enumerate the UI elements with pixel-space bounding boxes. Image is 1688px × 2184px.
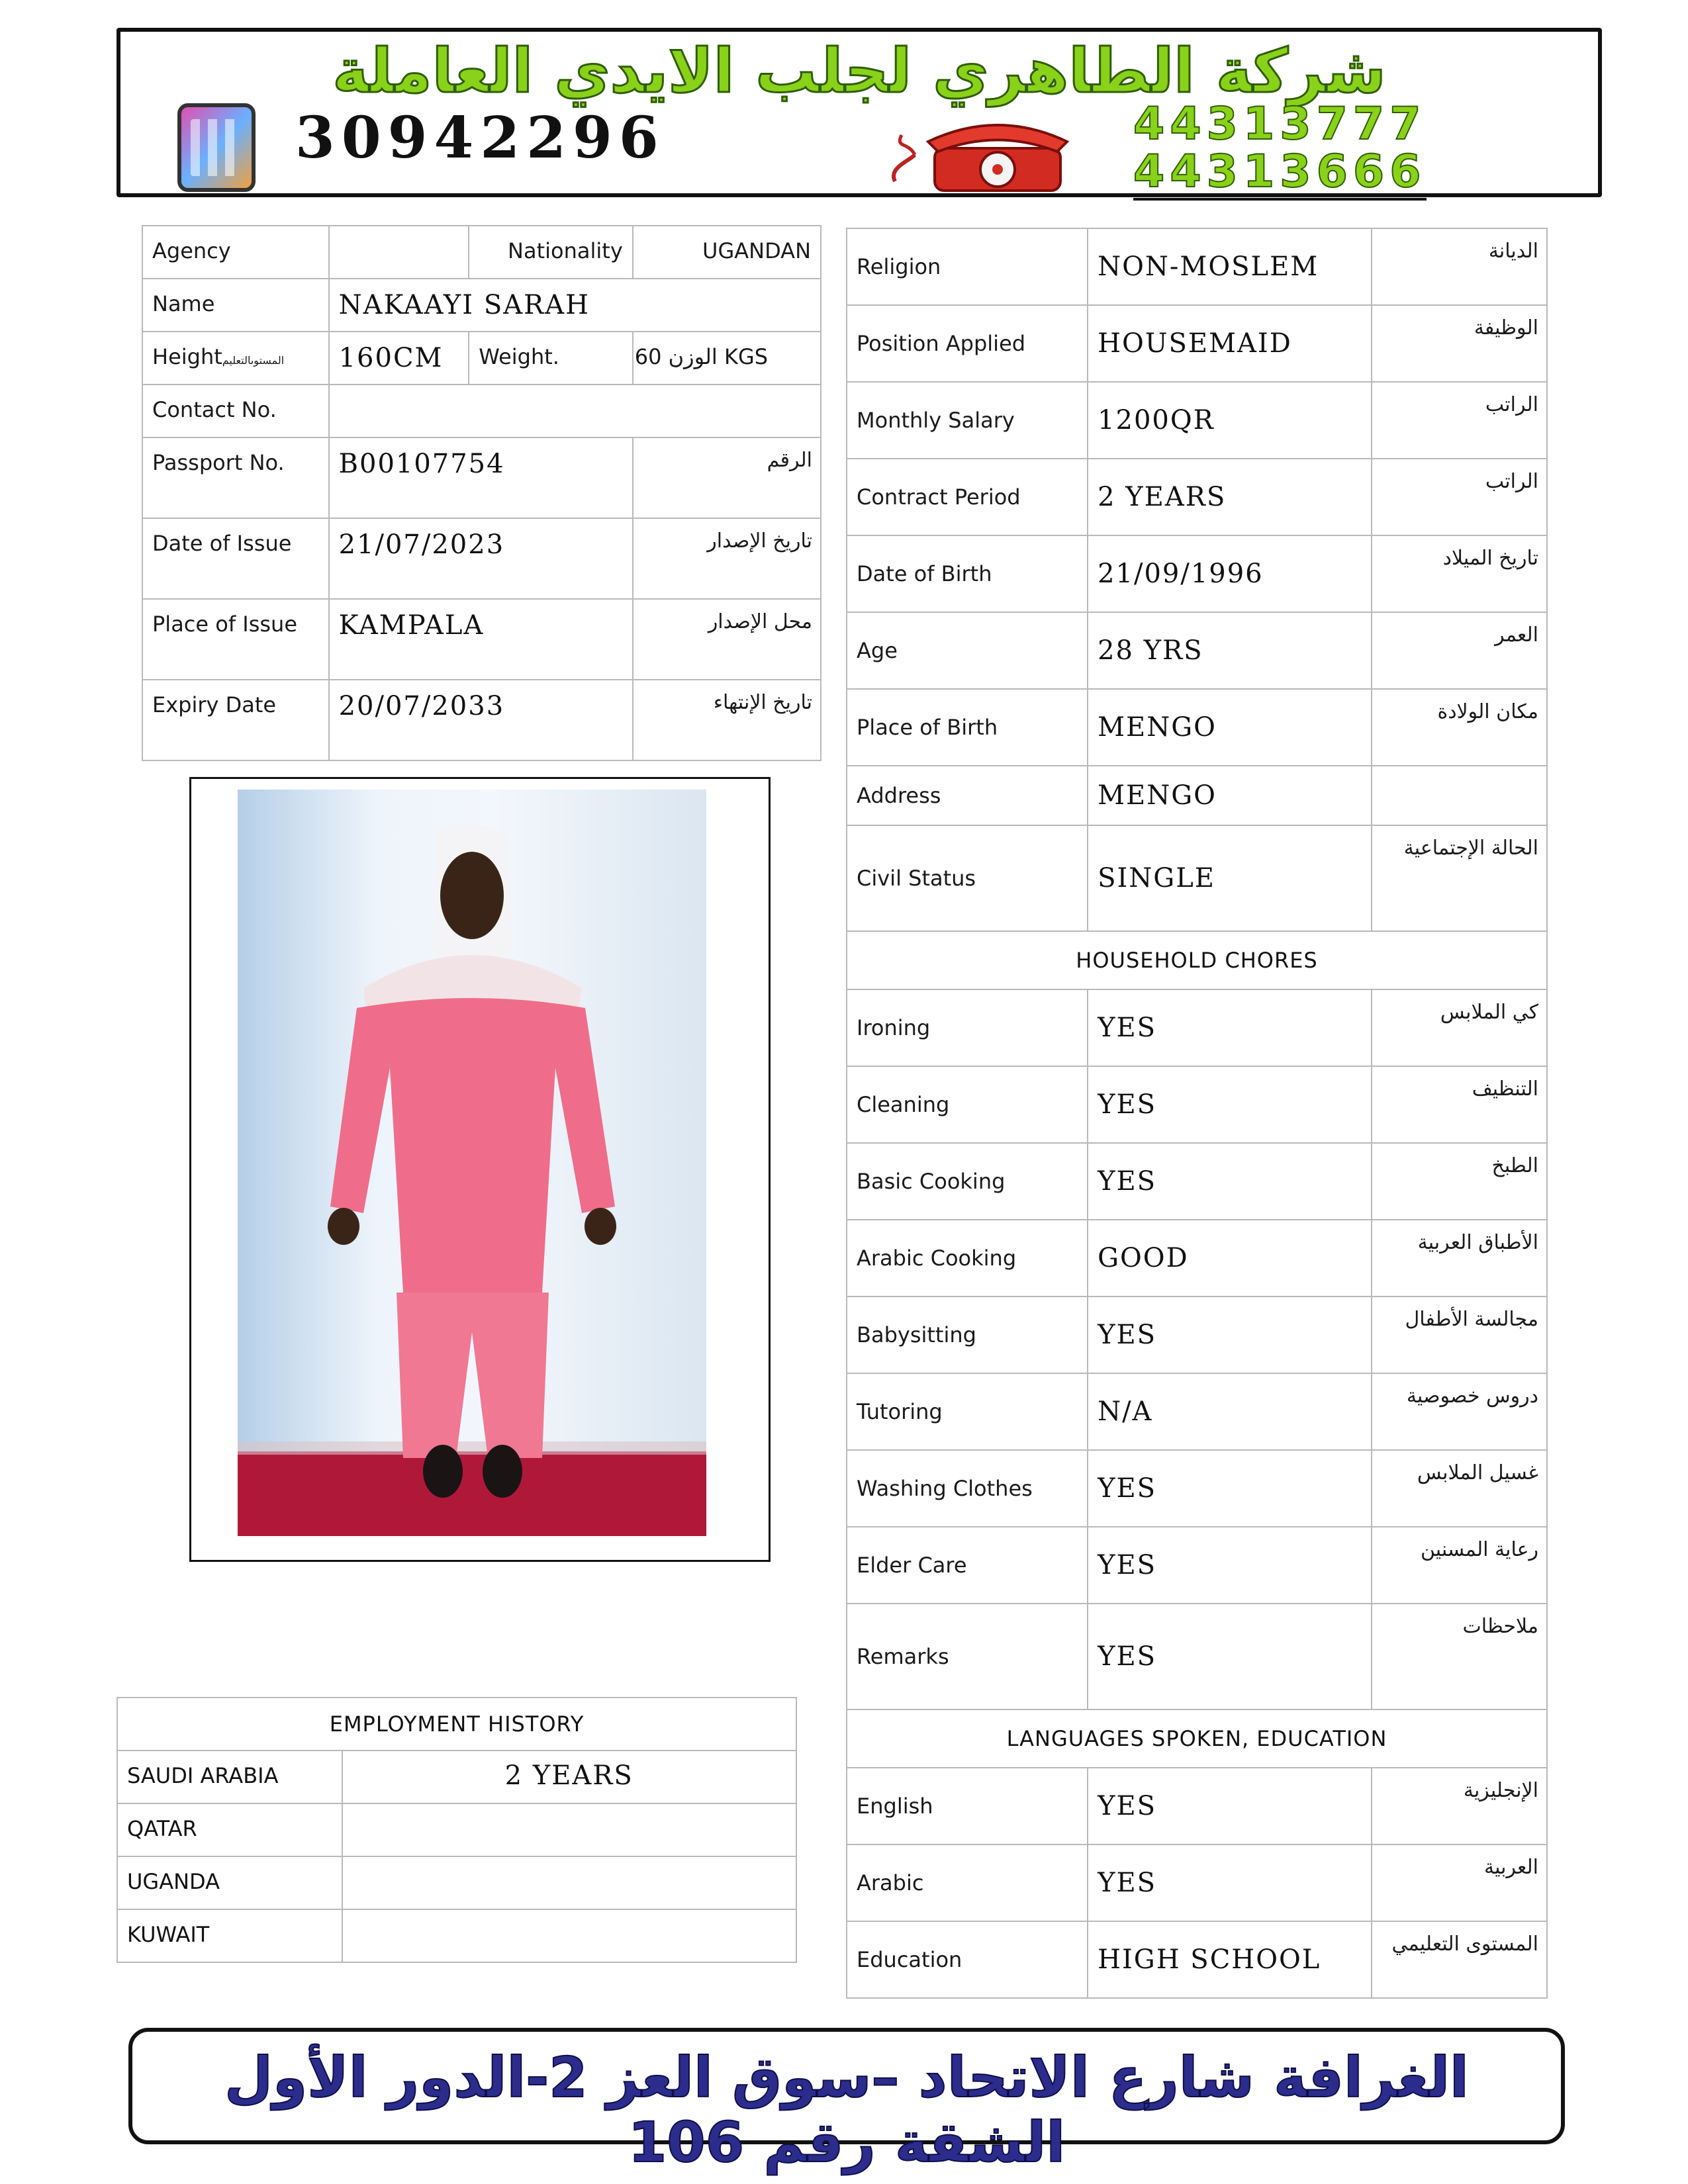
- row-ar: مكان الولادة: [1372, 689, 1547, 766]
- row-label: Religion: [847, 228, 1088, 305]
- name-label: Name: [142, 279, 329, 332]
- mobile-number: 30942296: [295, 105, 665, 171]
- row-label: Washing Clothes: [847, 1450, 1088, 1527]
- agency-value: [329, 226, 469, 279]
- row-label: Age: [847, 612, 1088, 689]
- row-label: Education: [847, 1921, 1088, 1998]
- row-label: Basic Cooking: [847, 1143, 1088, 1220]
- row-label: Contract Period: [847, 459, 1088, 535]
- row-value: YES: [1088, 1844, 1372, 1921]
- row-label: Cleaning: [847, 1066, 1088, 1143]
- office-address: الغرافة شارع الاتحاد –سوق العز 2-الدور الأول الشقة رقم 106: [224, 2045, 1469, 2175]
- issue-date-label: Date of Issue: [142, 518, 329, 599]
- languages-education-header: LANGUAGES SPOKEN, EDUCATION: [847, 1709, 1547, 1768]
- row-label: Elder Care: [847, 1527, 1088, 1604]
- employment-country: KUWAIT: [117, 1909, 342, 1962]
- issue-place-value: KAMPALA: [329, 599, 633, 680]
- passport-value: B00107754: [329, 437, 633, 518]
- row-ar: الحالة الإجتماعية: [1372, 825, 1547, 931]
- contact-label: Contact No.: [142, 385, 329, 437]
- contact-value: [329, 385, 821, 437]
- row-label: Arabic Cooking: [847, 1220, 1088, 1297]
- height-label: Height: [152, 344, 222, 369]
- smartphone-icon: [177, 103, 256, 192]
- row-value: YES: [1088, 1527, 1372, 1604]
- row-ar: تاريخ الميلاد: [1372, 535, 1547, 612]
- row-value: SINGLE: [1088, 825, 1372, 931]
- row-ar: الإنجليزية: [1372, 1768, 1547, 1844]
- nationality-value: UGANDAN: [633, 226, 821, 279]
- row-value: GOOD: [1088, 1220, 1372, 1297]
- issue-place-arabic-label: محل الإصدار: [633, 599, 821, 680]
- weight-value: 60 الوزن KGS: [633, 332, 821, 385]
- row-ar: الطبخ: [1372, 1143, 1547, 1220]
- row-ar: الأطباق العربية: [1372, 1220, 1547, 1297]
- row-value: MENGO: [1088, 689, 1372, 766]
- issue-date-arabic-label: تاريخ الإصدار: [633, 518, 821, 599]
- row-ar: دروس خصوصية: [1372, 1373, 1547, 1450]
- household-chores-header: HOUSEHOLD CHORES: [847, 931, 1547, 989]
- row-ar: العربية: [1372, 1844, 1547, 1921]
- row-ar: الراتب: [1372, 459, 1547, 535]
- height-value: 160CM: [329, 332, 469, 385]
- row-label: Arabic: [847, 1844, 1088, 1921]
- agency-label: Agency: [142, 226, 329, 279]
- employment-years: [342, 1856, 796, 1909]
- employment-years: [342, 1909, 796, 1962]
- issue-place-label: Place of Issue: [142, 599, 329, 680]
- company-banner: [117, 28, 1602, 197]
- phone-number-2: 44313666: [1133, 146, 1427, 201]
- row-ar: العمر: [1372, 612, 1547, 689]
- expiry-arabic-label: تاريخ الإنتهاء: [633, 680, 821, 760]
- employment-country: SAUDI ARABIA: [117, 1751, 342, 1803]
- row-label: Monthly Salary: [847, 382, 1088, 459]
- row-value: 28 YRS: [1088, 612, 1372, 689]
- row-value: HOUSEMAID: [1088, 305, 1372, 382]
- row-label: Date of Birth: [847, 535, 1088, 612]
- employment-history-table: [117, 1697, 797, 1963]
- row-value: YES: [1088, 1143, 1372, 1220]
- expiry-value: 20/07/2033: [329, 680, 633, 760]
- row-label: Ironing: [847, 989, 1088, 1066]
- passport-arabic-label: الرقم: [633, 437, 821, 518]
- name-value: NAKAAYI SARAH: [329, 279, 821, 332]
- passport-label: Passport No.: [142, 437, 329, 518]
- row-value: MENGO: [1088, 766, 1372, 825]
- row-ar: المستوى التعليمي: [1372, 1921, 1547, 1998]
- row-value: 21/09/1996: [1088, 535, 1372, 612]
- row-label: Address: [847, 766, 1088, 825]
- row-ar: رعاية المسنين: [1372, 1527, 1547, 1604]
- row-value: 1200QR: [1088, 382, 1372, 459]
- employment-years: 2 YEARS: [342, 1751, 796, 1803]
- row-value: YES: [1088, 1604, 1372, 1709]
- company-name: شركة الطاهري لجلب الايدي العاملة: [332, 36, 1386, 107]
- row-value: YES: [1088, 1297, 1372, 1373]
- row-ar: التنظيف: [1372, 1066, 1547, 1143]
- row-ar: [1372, 766, 1547, 825]
- address-footer: [128, 2028, 1565, 2175]
- candidate-photo: [238, 790, 706, 1536]
- candidate-photo-frame: [189, 777, 771, 1562]
- row-value: YES: [1088, 1450, 1372, 1527]
- nationality-label: Nationality: [469, 226, 632, 279]
- row-ar: مجالسة الأطفال: [1372, 1297, 1547, 1373]
- row-label: Remarks: [847, 1604, 1088, 1709]
- row-value: YES: [1088, 989, 1372, 1066]
- employment-years: [342, 1803, 796, 1856]
- telephone-icon: [888, 115, 1080, 193]
- row-label: Babysitting: [847, 1297, 1088, 1373]
- expiry-label: Expiry Date: [142, 680, 329, 760]
- issue-date-value: 21/07/2023: [329, 518, 633, 599]
- row-ar: كي الملابس: [1372, 989, 1547, 1066]
- passport-details-table: [142, 225, 821, 761]
- row-ar: ملاحظات: [1372, 1604, 1547, 1709]
- employment-history-header: EMPLOYMENT HISTORY: [117, 1698, 796, 1751]
- employment-country: QATAR: [117, 1803, 342, 1856]
- row-label: English: [847, 1768, 1088, 1844]
- row-label: Tutoring: [847, 1373, 1088, 1450]
- weight-label: Weight.: [469, 332, 632, 385]
- row-label: Place of Birth: [847, 689, 1088, 766]
- employment-country: UGANDA: [117, 1856, 342, 1909]
- row-ar: غسيل الملابس: [1372, 1450, 1547, 1527]
- row-value: NON-MOSLEM: [1088, 228, 1372, 305]
- row-value: YES: [1088, 1768, 1372, 1844]
- row-label: Civil Status: [847, 825, 1088, 931]
- row-ar: الراتب: [1372, 382, 1547, 459]
- row-label: Position Applied: [847, 305, 1088, 382]
- row-ar: الوظيفة: [1372, 305, 1547, 382]
- personal-details-table: [846, 228, 1548, 1999]
- row-value: 2 YEARS: [1088, 459, 1372, 535]
- height-label-cell: [142, 332, 329, 385]
- row-value: N/A: [1088, 1373, 1372, 1450]
- row-ar: الديانة: [1372, 228, 1547, 305]
- height-arabic-label: المستوىالتعليم: [222, 354, 285, 367]
- row-value: YES: [1088, 1066, 1372, 1143]
- phone-number-1: 44313777: [1133, 98, 1427, 150]
- row-value: HIGH SCHOOL: [1088, 1921, 1372, 1998]
